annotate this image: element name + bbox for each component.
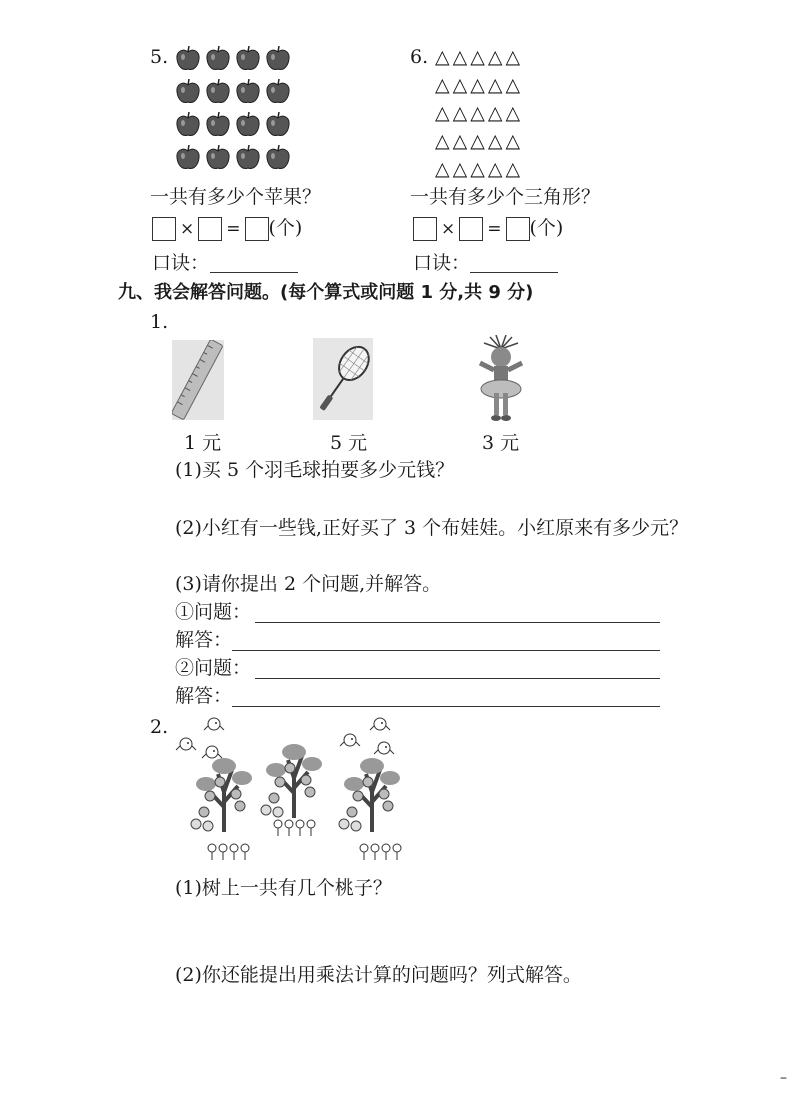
answer-1-line[interactable] [232,650,660,651]
answer-box-factor2[interactable] [459,217,483,241]
unit-label: (个) [268,217,303,239]
problem-6-rhyme-label: 口诀： [413,252,471,274]
doll-image [470,335,532,427]
ruler-image [172,340,224,420]
answer-box-factor1[interactable] [413,217,437,241]
q1-sub3: (3)请你提出 2 个问题,并解答。 [175,573,442,595]
problem-5-number: 5. [150,46,169,68]
triangle-row: △△△△△ [435,158,524,180]
problem-5-rhyme-line[interactable] [210,272,298,273]
apple-icon [205,46,231,72]
triangle-row: △△△△△ [435,46,524,68]
apple-icon [265,46,291,72]
times-sign: × [441,219,456,239]
q1-number: 1. [150,311,169,333]
apple-icon [265,79,291,105]
q2-sub1: (1)树上一共有几个桃子？ [175,877,392,899]
question-1-line[interactable] [255,622,660,623]
section-9-title: 九、我会解答问题。(每个算式或问题 1 分,共 9 分) [118,282,534,303]
apple-icon [205,79,231,105]
question-2-label: ②问题： [175,657,252,679]
equals-sign: = [226,219,241,239]
triangle-row: △△△△△ [435,74,524,96]
peach-trees-illustration [172,712,432,867]
answer-2-line[interactable] [232,706,660,707]
problem-6-rhyme-line[interactable] [470,272,558,273]
apple-icon [265,145,291,171]
equals-sign: = [487,219,502,239]
price-doll: 3 元 [482,432,520,454]
apple-icon [205,145,231,171]
problem-5-rhyme-label: 口诀： [152,252,210,274]
problem-5-equation [152,216,302,241]
answer-box-product[interactable] [506,217,530,241]
times-sign: × [180,219,195,239]
answer-2-label: 解答： [175,685,233,707]
q2-number: 2. [150,716,169,738]
apple-icon [235,112,261,138]
apple-icon [175,79,201,105]
apple-icon [175,46,201,72]
apple-icon [265,112,291,138]
badminton-racket-image [313,338,373,420]
answer-box-factor1[interactable] [152,217,176,241]
q1-sub1: (1)买 5 个羽毛球拍要多少元钱？ [175,459,455,481]
answer-1-label: 解答： [175,629,233,651]
apple-icon [205,112,231,138]
triangle-row: △△△△△ [435,130,524,152]
apple-grid [175,46,295,176]
page-mark: – [780,1070,787,1086]
q2-sub2: (2)你还能提出用乘法计算的问题吗？列式解答。 [175,964,582,986]
question-2-line[interactable] [255,678,660,679]
q1-sub2: (2)小红有一些钱,正好买了 3 个布娃娃。小红原来有多少元？ [175,517,689,539]
price-racket: 5 元 [330,432,368,454]
triangle-row: △△△△△ [435,102,524,124]
question-1-label: ①问题： [175,601,252,623]
problem-6-number: 6. [410,46,429,68]
price-ruler: 1 元 [184,432,222,454]
apple-icon [175,112,201,138]
apple-icon [235,46,261,72]
problem-6-question: 一共有多少个三角形？ [410,186,601,208]
apple-icon [235,145,261,171]
answer-box-factor2[interactable] [198,217,222,241]
unit-label: (个) [529,217,564,239]
apple-icon [175,145,201,171]
problem-6-equation [413,216,563,241]
problem-5-question: 一共有多少个苹果？ [150,186,322,208]
apple-icon [235,79,261,105]
answer-box-product[interactable] [245,217,269,241]
